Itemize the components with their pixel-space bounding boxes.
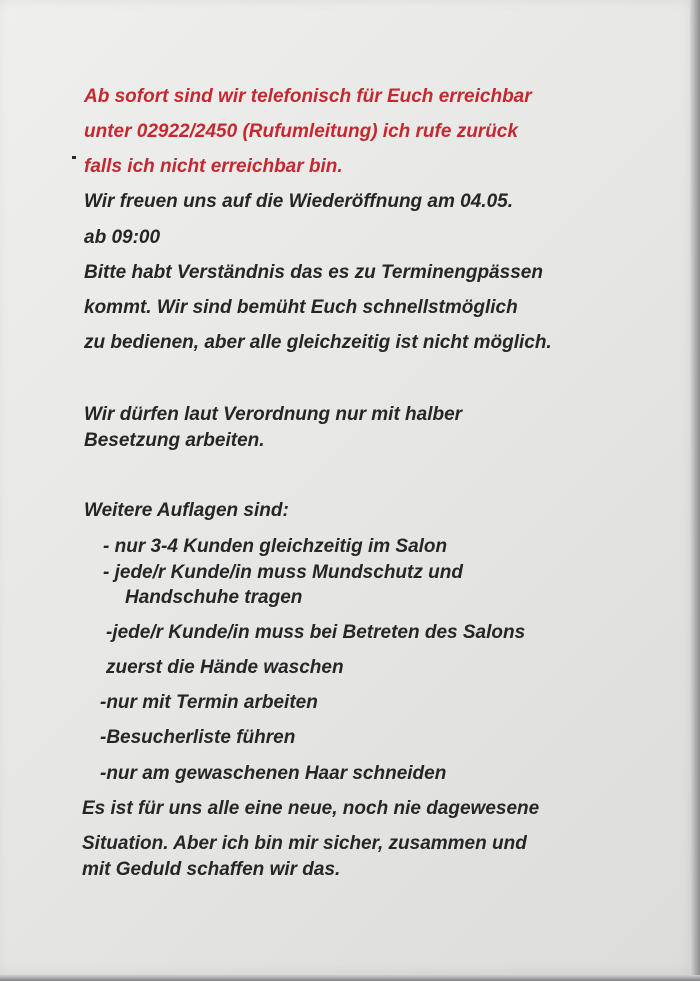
requirement-item-4: -nur mit Termin arbeiten: [100, 692, 318, 713]
understanding-line-2: kommt. Wir sind bemüht Euch schnellstmöglich: [84, 297, 518, 318]
requirement-item-3-continued: zuerst die Hände waschen: [106, 657, 344, 678]
closing-line-1: Es ist für uns alle eine neue, noch nie dagewesene: [82, 798, 540, 819]
requirement-item-3: -jede/r Kunde/in muss bei Betreten des Salons: [106, 622, 526, 643]
phone-notice-line-1: Ab sofort sind wir telefonisch für Euch erreichbar: [84, 86, 532, 107]
staffing-line-2: Besetzung arbeiten.: [84, 430, 265, 451]
requirement-item-1: - nur 3-4 Kunden gleichzeitig im Salon: [103, 536, 448, 557]
background-edge-right: [690, 0, 700, 981]
reopening-time: ab 09:00: [84, 227, 161, 248]
reopening-line: Wir freuen uns auf die Wiederöffnung am 04.05.: [84, 191, 513, 212]
phone-notice-line-3: falls ich nicht erreichbar bin.: [84, 156, 343, 177]
requirement-item-6: -nur am gewaschenen Haar schneiden: [100, 763, 447, 784]
closing-line-3: mit Geduld schaffen wir das.: [82, 859, 341, 880]
background-edge-bottom: [0, 975, 700, 981]
phone-notice-line-2: unter 02922/2450 (Rufumleitung) ich rufe zurück: [84, 121, 518, 142]
requirement-item-5: -Besucherliste führen: [100, 727, 296, 748]
requirement-item-2-continued: Handschuhe tragen: [125, 587, 303, 608]
understanding-line-3: zu bedienen, aber alle gleichzeitig ist nicht möglich.: [84, 332, 552, 353]
closing-line-2: Situation. Aber ich bin mir sicher, zusammen und: [82, 833, 527, 854]
ink-mark: [72, 156, 76, 159]
requirement-item-2: - jede/r Kunde/in muss Mundschutz und: [103, 562, 463, 583]
requirements-heading: Weitere Auflagen sind:: [84, 500, 289, 521]
understanding-line-1: Bitte habt Verständnis das es zu Terminengpässen: [84, 262, 543, 283]
staffing-line-1: Wir dürfen laut Verordnung nur mit halber: [84, 404, 463, 425]
